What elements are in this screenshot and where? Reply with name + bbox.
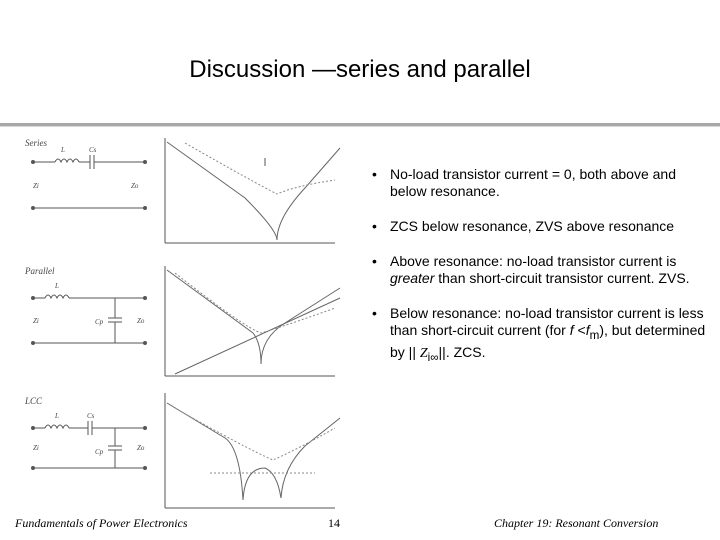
bullet-3: • Above resonance: no-load transistor current is greater than short-circuit transistor current. ZVS. bbox=[372, 253, 690, 286]
footer-page-number: 14 bbox=[328, 516, 340, 530]
footer-book-title: Fundamentals of Power Electronics bbox=[15, 516, 188, 530]
bullet-2: • ZCS below resonance, ZVS above resonance bbox=[372, 218, 675, 234]
bullet-list bbox=[370, 166, 715, 384]
parallel-zi-label: Zi bbox=[33, 317, 39, 325]
lcc-zi-label: Zi bbox=[33, 444, 39, 452]
parallel-impedance-plot bbox=[165, 266, 340, 376]
lcc-circuit bbox=[32, 421, 147, 470]
lcc-title: LCC bbox=[25, 396, 43, 406]
series-circuit bbox=[32, 155, 147, 210]
lcc-L-label: L bbox=[55, 412, 59, 420]
lcc-impedance-plot bbox=[165, 393, 340, 508]
series-zo-label: Zo bbox=[131, 182, 139, 190]
lcc-Cp-label: Cp bbox=[95, 448, 104, 456]
series-C-label: Cs bbox=[89, 146, 97, 154]
figures-panel bbox=[15, 128, 375, 518]
bullet-4: • Below resonance: no-load transistor current is less than short-circuit current (for $f <f_m$), but determined by || $Z_{i\infty}||$. ZCS. bbox=[372, 305, 706, 364]
bullet-1: • No-load transistor current = 0, both above and below resonance. bbox=[372, 166, 677, 199]
title-divider bbox=[0, 123, 720, 127]
parallel-C-label: Cp bbox=[95, 318, 104, 326]
series-zi-label: Zi bbox=[33, 182, 39, 190]
series-impedance-plot bbox=[165, 138, 340, 243]
series-title: Series bbox=[25, 138, 47, 148]
lcc-Cs-label: Cs bbox=[87, 412, 95, 420]
parallel-title: Parallel bbox=[25, 266, 55, 276]
footer-chapter: Chapter 19: Resonant Conversion bbox=[494, 516, 659, 530]
lcc-zo-label: Zo bbox=[137, 444, 145, 452]
parallel-zo-label: Zo bbox=[137, 317, 145, 325]
series-L-label: L bbox=[61, 146, 65, 154]
slide-title: Discussion —series and parallel bbox=[189, 56, 531, 83]
parallel-circuit bbox=[32, 295, 147, 345]
parallel-L-label: L bbox=[55, 282, 59, 290]
